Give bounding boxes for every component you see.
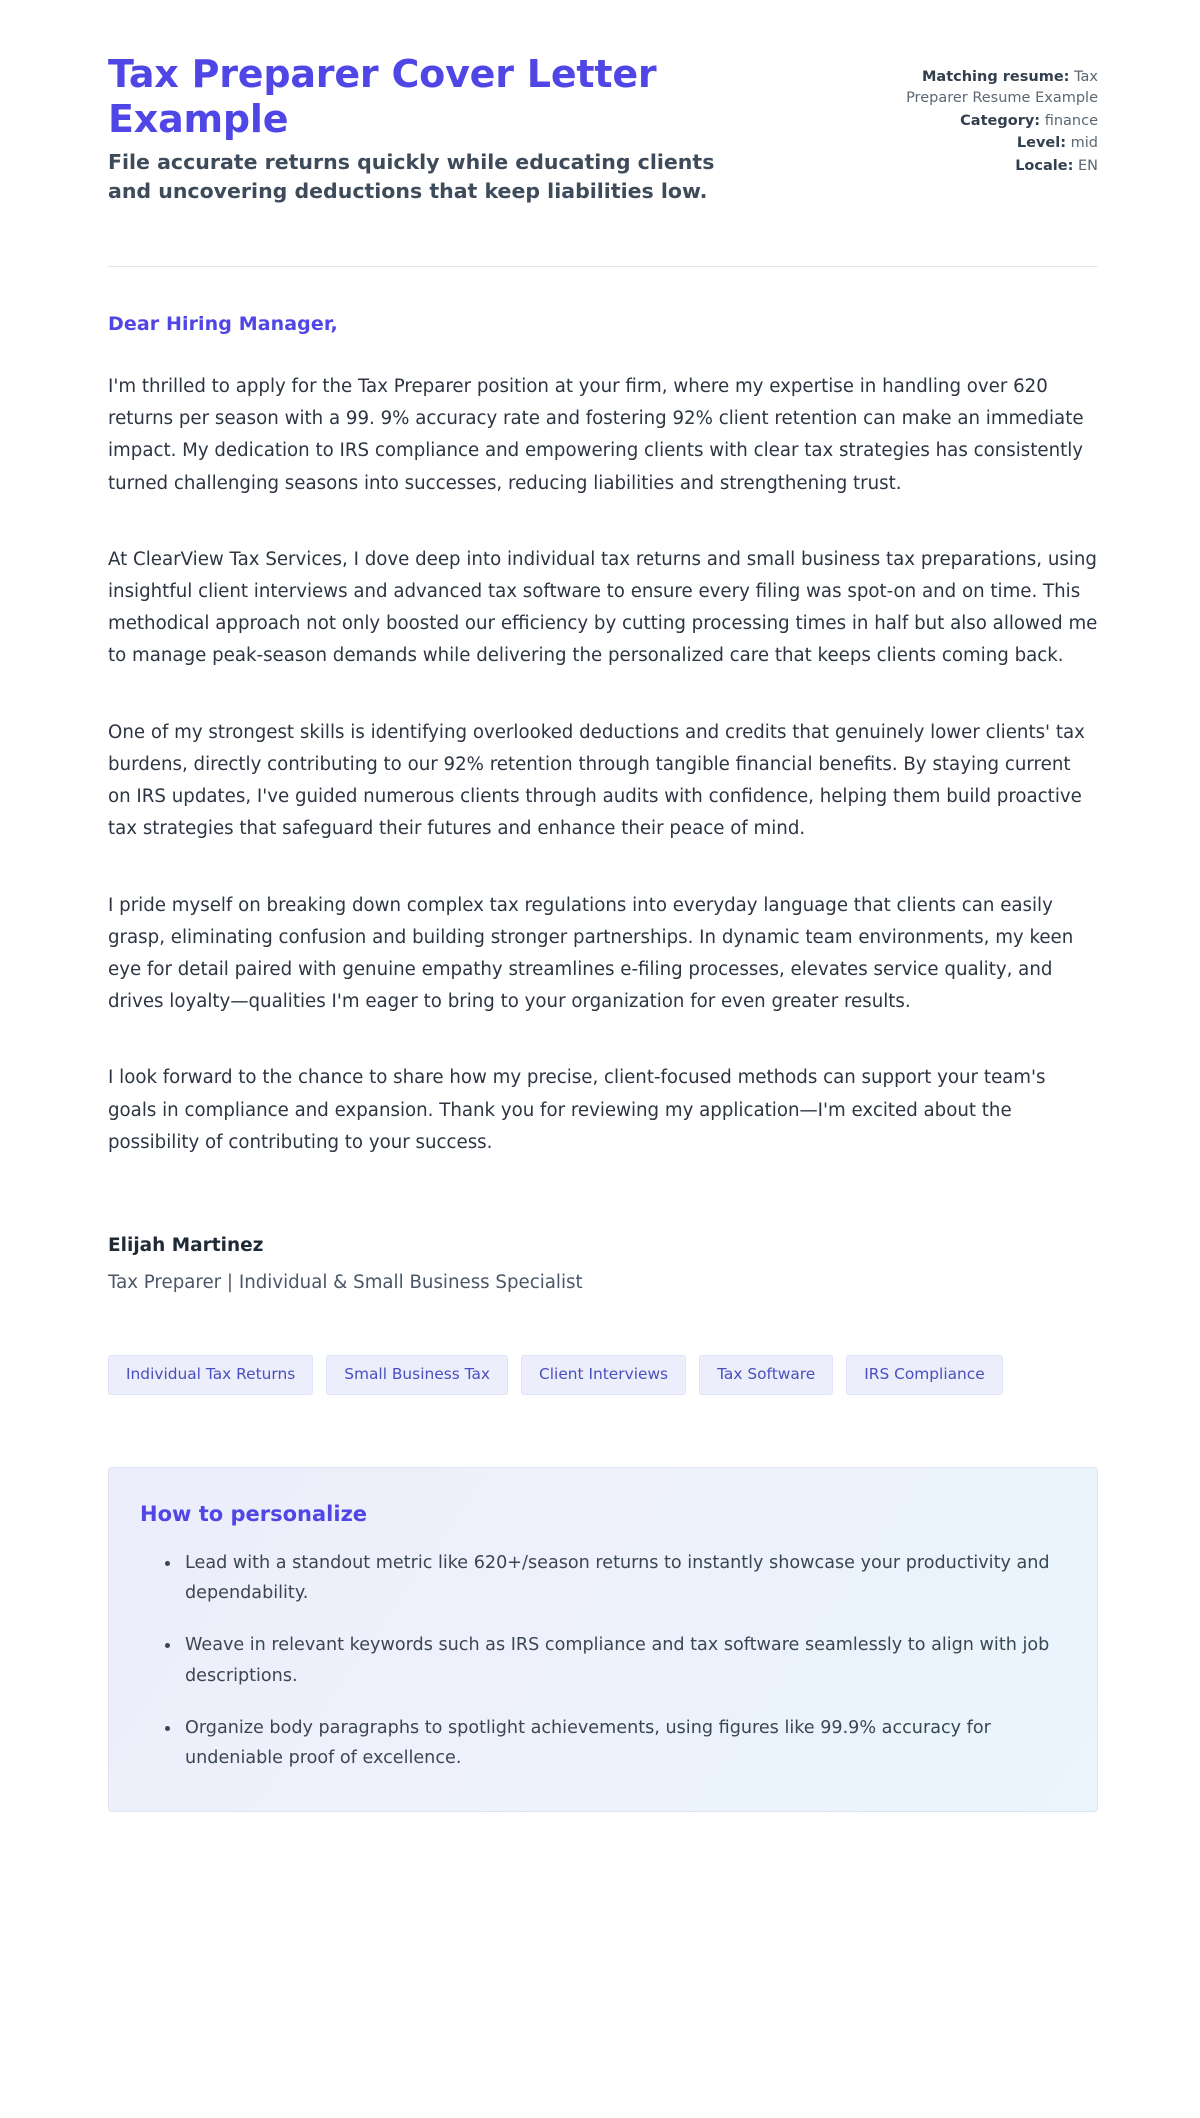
callout-tip-item: Weave in relevant keywords such as IRS compliance and tax software seamlessly to align with job descriptions.	[165, 1630, 1057, 1691]
meta-row-matching-resume	[866, 67, 1098, 110]
callout-tip-list	[139, 1548, 1057, 1774]
meta-value-locale: EN	[1077, 157, 1098, 174]
page-header	[108, 52, 1098, 206]
letter-paragraph: I'm thrilled to apply for the Tax Preparer position at your firm, where my expertise in handling over 620 returns per season with a 99. 9% accuracy rate and fostering 92% client retention can make an immediate impact. My dedication to IRS compliance and empowering clients with clear tax strategies has consistently turned challenging seasons into successes, reducing liabilities and strengthening trust.	[108, 375, 1084, 494]
meta-label-locale: Locale:	[1015, 157, 1074, 174]
meta-value-level: mid	[1070, 135, 1098, 152]
signature-name: Elijah Martinez	[108, 1235, 264, 1257]
document-metadata	[866, 52, 1098, 178]
letter-paragraph: I look forward to the chance to share how my precise, client-focused methods can support your team's goals in compliance and expansion. Thank you for reviewing my application—I'm excited about the possibility of contributing to your success.	[108, 1067, 1046, 1153]
page-subtitle: File accurate returns quickly while educating clients and uncovering deductions that keep liabilities low.	[108, 149, 715, 203]
salutation: Dear Hiring Manager,	[108, 312, 338, 335]
header-text-block	[108, 52, 768, 206]
callout-tip-item: Lead with a standout metric like 620+/season returns to instantly showcase your productivity and dependability.	[165, 1548, 1057, 1609]
letter-paragraph: I pride myself on breaking down complex tax regulations into everyday language that clients can easily grasp, eliminating confusion and building stronger partnerships. In dynamic team environments, my keen eye for detail paired with genuine empathy streamlines e-filing processes, elevates service quality, and drives loyalty—qualities I'm eager to bring to your organization for even greater results.	[108, 894, 1074, 1013]
cover-letter-body	[108, 267, 1098, 1159]
meta-row-locale	[866, 156, 1098, 177]
skill-tag[interactable]: Client Interviews	[521, 1355, 686, 1395]
page-title: Tax Preparer Cover Letter Example	[108, 52, 657, 141]
signature-block	[108, 1235, 1098, 1293]
letter-paragraph: One of my strongest skills is identifying overlooked deductions and credits that genuinely lower clients' tax burdens, directly contributing to our 92% retention through tangible financial benefits. By staying current on IRS updates, I've guided numerous clients through audits with confidence, helping them build proactive tax strategies that safeguard their futures and enhance their peace of mind.	[108, 721, 1085, 840]
skill-tag-list	[108, 1355, 1098, 1395]
meta-value-matching-resume: Tax Preparer Resume Example	[906, 69, 1098, 107]
callout-title: How to personalize	[140, 1501, 368, 1526]
callout-tip-item: Organize body paragraphs to spotlight achievements, using figures like 99.9% accuracy for undeniable proof of excellence.	[165, 1713, 1057, 1774]
signature-role: Tax Preparer | Individual & Small Business Specialist	[108, 1272, 583, 1294]
meta-label-category: Category:	[960, 112, 1041, 129]
skill-tag[interactable]: Tax Software	[699, 1355, 833, 1395]
meta-row-level	[866, 133, 1098, 154]
meta-label-level: Level:	[1016, 135, 1067, 152]
letter-paragraph: At ClearView Tax Services, I dove deep into individual tax returns and small business tax preparations, using insightful client interviews and advanced tax software to ensure every filing was spot-on and on time. This methodical approach not only boosted our efficiency by cutting processing times in half but also allowed me to manage peak-season demands while delivering the personalized care that keeps clients coming back.	[108, 548, 1098, 667]
meta-label-matching-resume: Matching resume:	[921, 69, 1070, 85]
personalize-callout	[108, 1467, 1098, 1813]
skill-tag[interactable]: Small Business Tax	[326, 1355, 508, 1395]
meta-value-category: finance	[1044, 112, 1098, 129]
skill-tag[interactable]: Individual Tax Returns	[108, 1355, 313, 1395]
skill-tag[interactable]: IRS Compliance	[846, 1355, 1003, 1395]
meta-row-category	[866, 111, 1098, 132]
